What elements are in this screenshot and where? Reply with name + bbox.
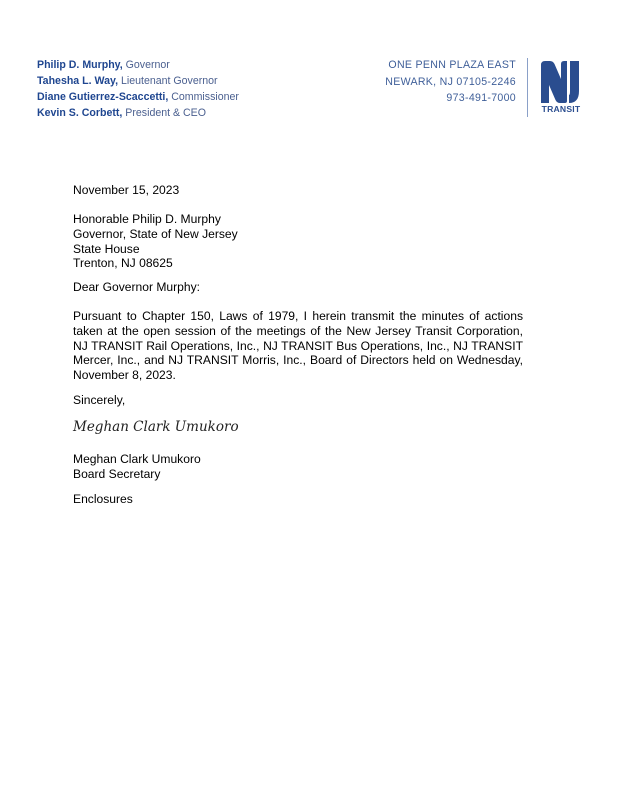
closing: [73, 393, 523, 408]
enclosures-text: Enclosures: [73, 492, 133, 506]
letterhead-officials: [37, 57, 239, 121]
letter-body: [73, 309, 523, 383]
official-line: [37, 73, 239, 89]
recipient-line: Honorable Philip D. Murphy: [73, 212, 221, 226]
date-text: November 15, 2023: [73, 183, 180, 197]
handwritten-signature: Meghan Clark Umukoro: [73, 419, 239, 435]
salutation-text: Dear Governor Murphy:: [73, 280, 201, 294]
official-name: Tahesha L. Way,: [37, 75, 119, 87]
official-name: Philip D. Murphy,: [37, 59, 123, 71]
recipient-line: Trenton, NJ 08625: [73, 256, 173, 271]
enclosures: [73, 492, 523, 507]
letterhead-divider: [527, 58, 528, 117]
logo-text: TRANSIT: [541, 104, 581, 114]
letterhead-address: [385, 57, 516, 107]
official-name: Kevin S. Corbett,: [37, 107, 123, 119]
recipient-line: State House: [73, 241, 140, 256]
official-line: [37, 57, 239, 73]
signer-title: Board Secretary: [73, 466, 161, 481]
recipient-block: [73, 212, 523, 271]
address-line: 973-491-7000: [446, 92, 516, 104]
address-line: NEWARK, NJ 07105-2246: [385, 75, 516, 88]
official-title: President & CEO: [122, 107, 206, 119]
body-paragraph: Pursuant to Chapter 150, Laws of 1979, I herein transmit the minutes of actions taken at the open session of the meetings of the New Jersey Transit Corporation, NJ TRANSIT Rail Operations, Inc., NJ TRANSIT Bus Operations, Inc., NJ TRANSIT Mercer, Inc., and NJ TRANSIT Morris, Inc., Board of Directors held on Wednesday, November 8, 2023.: [73, 309, 523, 383]
signer-block: [73, 452, 523, 482]
official-line: [37, 89, 239, 105]
official-title: Commissioner: [168, 91, 239, 103]
letter-date: [73, 183, 523, 198]
recipient-line: Governor, State of New Jersey: [73, 226, 238, 241]
official-title: Governor: [122, 59, 170, 71]
official-line: [37, 105, 239, 121]
official-title: Lieutenant Governor: [118, 75, 218, 87]
address-line: ONE PENN PLAZA EAST: [388, 59, 516, 71]
salutation: [73, 280, 523, 295]
signer-name: Meghan Clark Umukoro: [73, 452, 201, 466]
closing-text: Sincerely,: [73, 393, 126, 407]
official-name: Diane Gutierrez-Scaccetti,: [37, 91, 169, 103]
